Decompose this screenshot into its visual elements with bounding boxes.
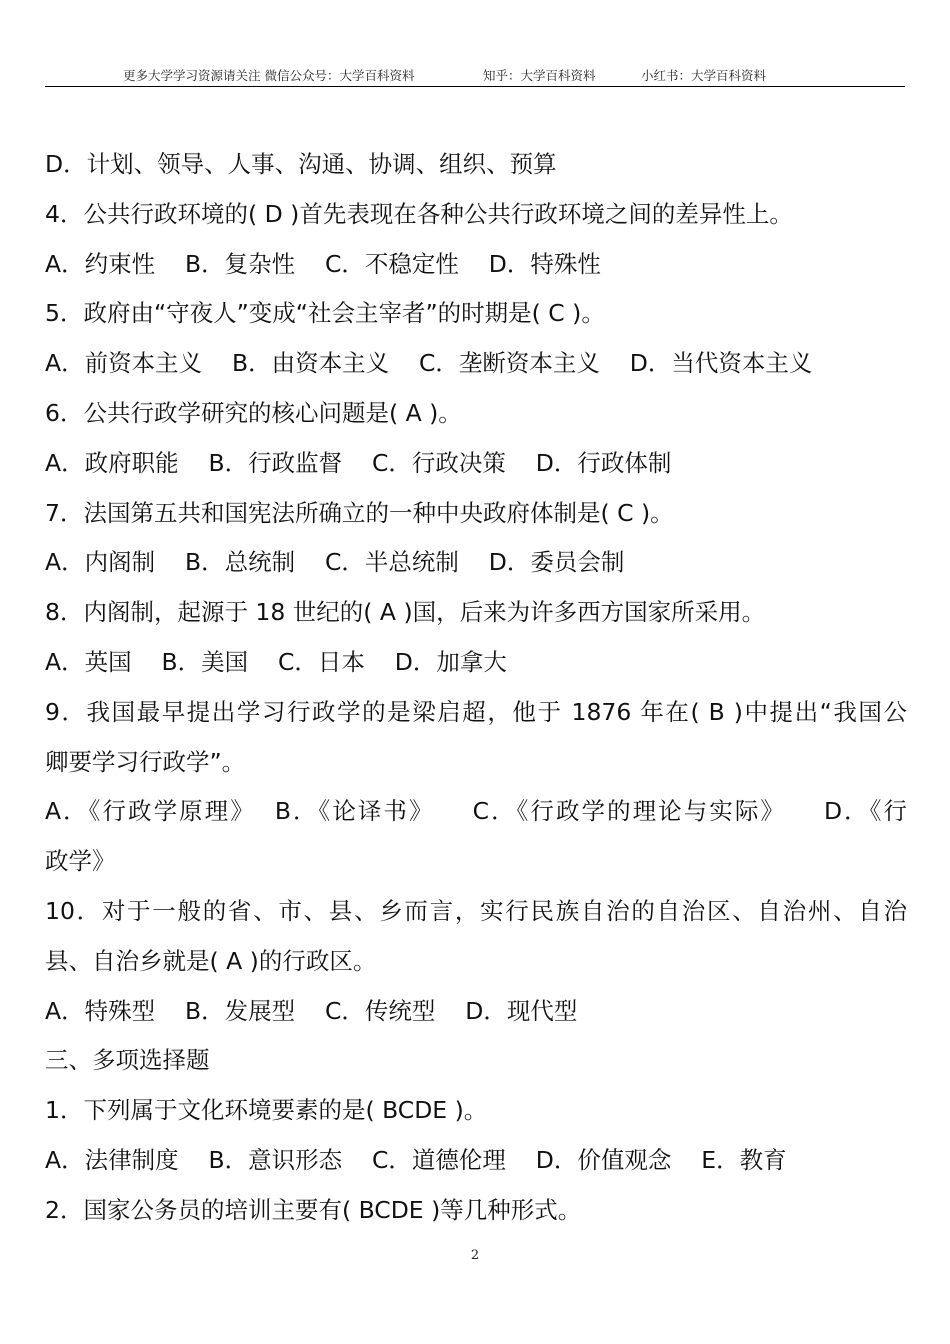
text-line: 2．国家公务员的培训主要有( BCDE )等几种形式。 — [45, 1195, 582, 1224]
page-number: 2 — [470, 1248, 480, 1263]
text-line: A．前资本主义 B．由资本主义 C．垄断资本主义 D．当代资本主义 — [45, 349, 813, 378]
text-line: 4．公共行政环境的( D )首先表现在各种公共行政环境之间的差异性上。 — [45, 199, 793, 228]
text-line: A．特殊型 B．发展型 C．传统型 D．现代型 — [45, 996, 578, 1025]
text-line: 1．下列属于文化环境要素的是( BCDE )。 — [45, 1096, 488, 1125]
section-heading: 三、多项选择题 — [45, 1046, 210, 1075]
header-xiaohongshu-text: 小红书：大学百科资料 — [641, 68, 767, 83]
text-line: A．约束性 B．复杂性 C．不稳定性 D．特殊性 — [45, 249, 601, 278]
text-line: 6．公共行政学研究的核心问题是( A )。 — [45, 398, 462, 427]
text-line: 卿要学习行政学”。 — [45, 747, 246, 776]
document-body — [45, 144, 907, 1240]
text-line: D．计划、领导、人事、沟通、协调、组织、预算 — [45, 150, 557, 178]
text-line: 7．法国第五共和国宪法所确立的一种中央政府体制是( C )。 — [45, 498, 674, 527]
text-line: 县、自治乡就是( A )的行政区。 — [45, 946, 377, 975]
text-line: 5．政府由“守夜人”变成“社会主宰者”的时期是( C )。 — [45, 299, 605, 328]
text-line: 9．我国最早提出学习行政学的是梁启超，他于 1876 年在( B )中提出“我国公 — [45, 697, 907, 726]
text-line: A．法律制度 B．意识形态 C．道德伦理 D．价值观念 E．教育 — [45, 1145, 787, 1174]
text-line: A．政府职能 B．行政监督 C．行政决策 D．行政体制 — [45, 448, 672, 477]
header-zhihu-text: 知乎：大学百科资料 — [483, 68, 596, 83]
text-line: A．《行政学原理》 B．《论译书》 C．《行政学的理论与实际》 D．《行 — [45, 797, 907, 826]
text-line: 8．内阁制，起源于 18 世纪的( A )国，后来为许多西方国家所采用。 — [45, 598, 766, 627]
text-line: 政学》 — [45, 847, 116, 876]
text-line: 10．对于一般的省、市、县、乡而言，实行民族自治的自治区、自治州、自治 — [45, 896, 907, 925]
header-wechat-text: 更多大学学习资源请关注 微信公众号：大学百科资料 — [123, 68, 415, 83]
text-line: A．英国 B．美国 C．日本 D．加拿大 — [45, 647, 507, 676]
text-line: A．内阁制 B．总统制 C．半总统制 D．委员会制 — [45, 548, 625, 577]
page-header — [45, 62, 905, 87]
